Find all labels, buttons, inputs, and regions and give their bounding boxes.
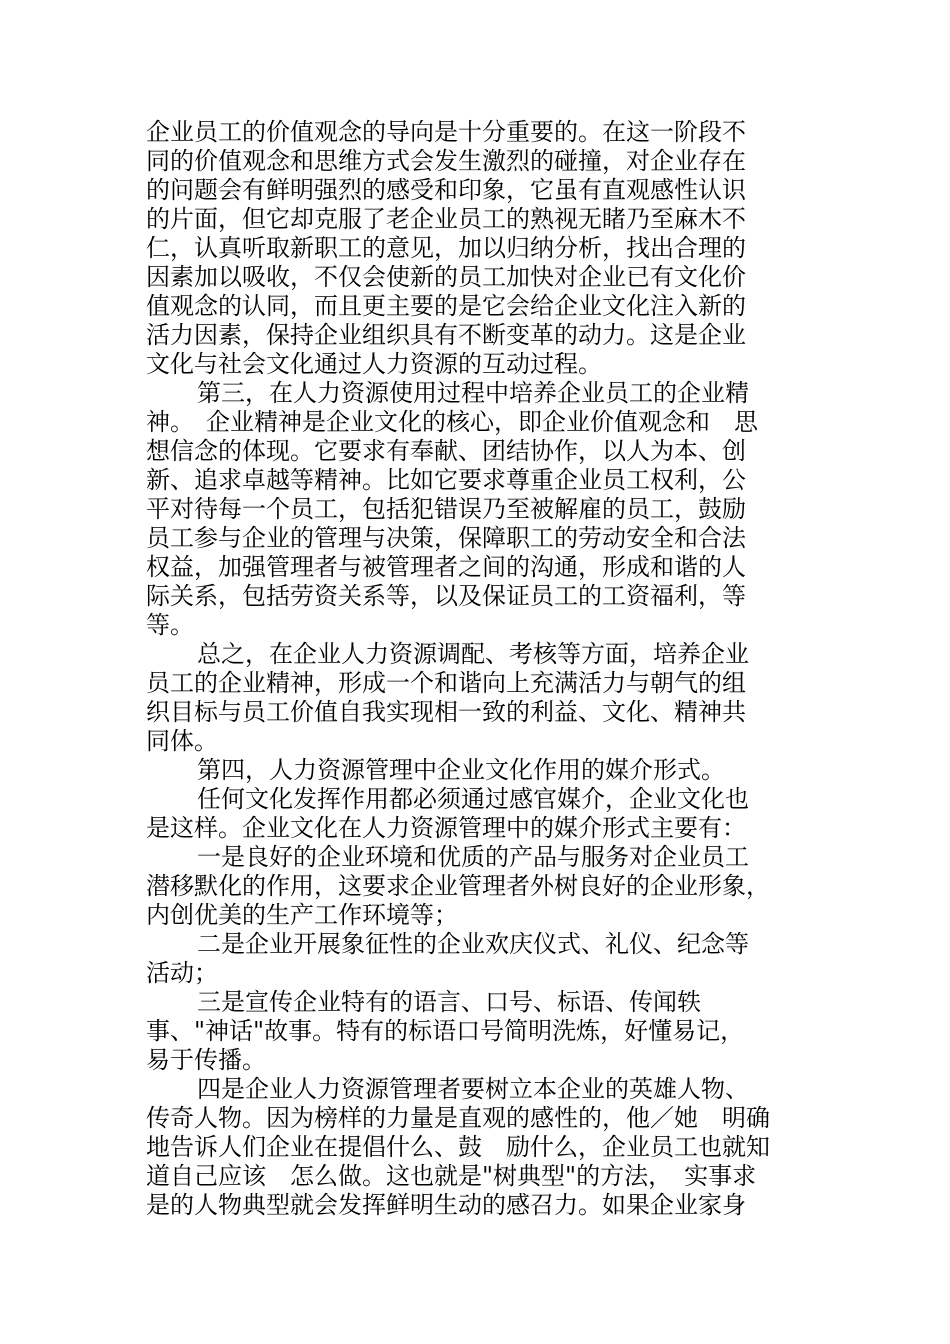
text-line: 值观念的认同，而且更主要的是它会给企业文化注入新的 xyxy=(146,292,746,320)
text-line: 的问题会有鲜明强烈的感受和印象，它虽有直观感性认识 xyxy=(146,176,746,204)
document-body-text xyxy=(146,118,786,1220)
text-line: 企业员工的价值观念的导向是十分重要的。在这一阶段不 xyxy=(146,118,746,146)
text-line: 地告诉人们企业在提倡什么、鼓 励什么，企业员工也就知 xyxy=(146,1133,770,1161)
text-line: 总之，在企业人力资源调配、考核等方面，培养企业 xyxy=(197,640,749,668)
text-line: 织目标与员工价值自我实现相一致的利益、文化、精神共 xyxy=(146,698,746,726)
text-line: 的片面，但它却克服了老企业员工的熟视无睹乃至麻木不 xyxy=(146,205,746,233)
text-line: 是的人物典型就会发挥鲜明生动的感召力。如果企业家身 xyxy=(146,1191,746,1219)
text-line: 际关系，包括劳资关系等，以及保证员工的工资福利，等 xyxy=(146,582,746,610)
text-line: 平对待每一个员工，包括犯错误乃至被解雇的员工，鼓励 xyxy=(146,495,746,523)
text-line: 文化与社会文化通过人力资源的互动过程。 xyxy=(146,350,602,378)
text-line: 新、追求卓越等精神。比如它要求尊重企业员工权利，公 xyxy=(146,466,746,494)
text-line: 道自己应该 怎么做。这也就是"树典型"的方法， 实事求 xyxy=(146,1162,757,1190)
text-line: 神。 企业精神是企业文化的核心，即企业价值观念和 思 xyxy=(146,408,758,436)
text-line: 因素加以吸收，不仅会使新的员工加快对企业已有文化价 xyxy=(146,263,746,291)
text-line: 同的价值观念和思维方式会发生激烈的碰撞，对企业存在 xyxy=(146,147,746,175)
text-line: 易于传播。 xyxy=(146,1046,266,1074)
text-line: 传奇人物。因为榜样的力量是直观的感性的，他／她 明确 xyxy=(146,1104,770,1132)
text-line: 第四，人力资源管理中企业文化作用的媒介形式。 xyxy=(197,756,725,784)
text-line: 二是企业开展象征性的企业欢庆仪式、礼仪、纪念等 xyxy=(197,930,749,958)
text-line: 事、"神话"故事。特有的标语口号简明洗炼，好懂易记， xyxy=(146,1017,745,1045)
text-line: 一是良好的企业环境和优质的产品与服务对企业员工 xyxy=(197,843,749,871)
text-line: 四是企业人力资源管理者要树立本企业的英雄人物、 xyxy=(197,1075,749,1103)
text-line: 同体。 xyxy=(146,727,218,755)
text-line: 任何文化发挥作用都必须通过感官媒介，企业文化也 xyxy=(197,785,749,813)
text-line: 员工参与企业的管理与决策，保障职工的劳动安全和合法 xyxy=(146,524,746,552)
text-line: 潜移默化的作用，这要求企业管理者外树良好的企业形象， xyxy=(146,872,770,900)
text-line: 权益，加强管理者与被管理者之间的沟通，形成和谐的人 xyxy=(146,553,746,581)
text-line: 活动； xyxy=(146,959,218,987)
text-line: 第三，在人力资源使用过程中培养企业员工的企业精 xyxy=(197,379,749,407)
text-line: 想信念的体现。它要求有奉献、团结协作，以人为本、创 xyxy=(146,437,746,465)
text-line: 活力因素，保持企业组织具有不断变革的动力。这是企业 xyxy=(146,321,746,349)
text-line: 内创优美的生产工作环境等； xyxy=(146,901,458,929)
text-line: 员工的企业精神，形成一个和谐向上充满活力与朝气的组 xyxy=(146,669,746,697)
text-line: 等。 xyxy=(146,611,194,639)
text-line: 是这样。企业文化在人力资源管理中的媒介形式主要有： xyxy=(146,814,746,842)
text-line: 仁，认真听取新职工的意见，加以归纳分析，找出合理的 xyxy=(146,234,746,262)
text-line: 三是宣传企业特有的语言、口号、标语、传闻轶 xyxy=(197,988,701,1016)
